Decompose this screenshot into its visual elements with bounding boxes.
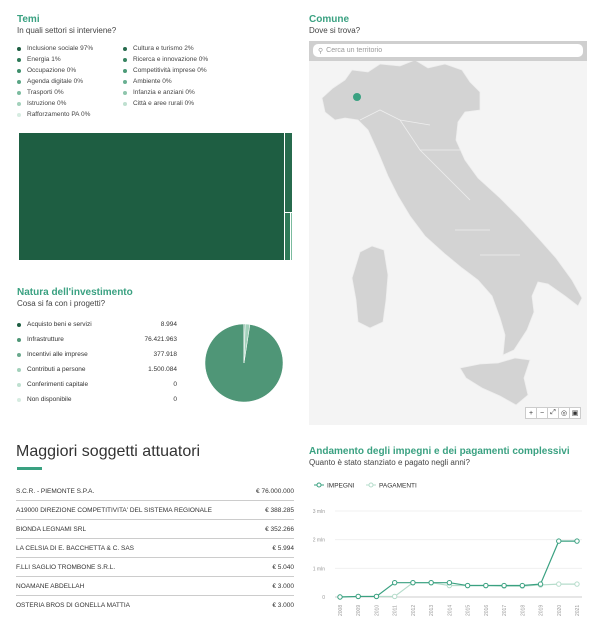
data-point[interactable] xyxy=(447,580,451,584)
sardinia xyxy=(352,246,388,328)
data-point[interactable] xyxy=(502,583,506,587)
temi-legend-item[interactable]: Occupazione 0% xyxy=(17,65,93,76)
natura-row[interactable]: Incentivi alle imprese 377.918 xyxy=(17,347,177,362)
legend-pagamenti[interactable] xyxy=(366,483,417,490)
data-point[interactable] xyxy=(484,583,488,587)
natura-title: Natura dell'investimento xyxy=(17,287,133,298)
map-controls xyxy=(526,407,581,419)
legend-dot-icon xyxy=(17,398,21,402)
temi-legend-item[interactable]: Rafforzamento PA 0% xyxy=(17,109,93,120)
natura-row[interactable]: Non disponibile 0 xyxy=(17,392,177,407)
natura-row[interactable]: Infrastrutture 76.421.963 xyxy=(17,332,177,347)
temi-legend-item[interactable]: Agenda digitale 0% xyxy=(17,76,93,87)
temi-subtitle: In quali settori si interviene? xyxy=(17,26,117,35)
y-tick-label: 0 xyxy=(322,595,325,601)
legend-dot-icon xyxy=(123,47,127,51)
legend-dot-icon xyxy=(17,338,21,342)
legend-impegni[interactable] xyxy=(314,483,355,490)
legend-dot-icon xyxy=(17,47,21,51)
x-tick-label: 2011 xyxy=(392,605,399,616)
x-tick-label: 2013 xyxy=(429,604,436,616)
data-point[interactable] xyxy=(520,583,524,587)
natura-list xyxy=(17,317,177,407)
temi-treemap xyxy=(19,133,292,260)
x-tick-label: 2019 xyxy=(538,604,545,616)
treemap-cultura-turismo[interactable] xyxy=(284,133,292,212)
series-line-impegni xyxy=(340,541,577,597)
legend-dot-icon xyxy=(123,80,127,84)
zoom-out-button[interactable]: − xyxy=(536,407,548,419)
soggetto-row[interactable]: NOAMANE ABDELLAH € 3.000 xyxy=(16,577,294,596)
treemap-other[interactable] xyxy=(290,213,293,260)
x-tick-label: 2021 xyxy=(575,604,581,616)
temi-title: Temi xyxy=(17,14,40,25)
legend-dot-icon xyxy=(123,91,127,95)
x-tick-label: 2020 xyxy=(556,604,563,616)
sicily xyxy=(460,358,530,405)
temi-legend-item[interactable]: Ricerca e innovazione 0% xyxy=(123,54,208,65)
temi-legend-item[interactable]: Energia 1% xyxy=(17,54,93,65)
data-point[interactable] xyxy=(557,582,561,586)
legend-dot-icon xyxy=(17,58,21,62)
x-tick-label: 2014 xyxy=(447,604,454,616)
legend-dot-icon xyxy=(123,58,127,62)
legend-dot-icon xyxy=(17,91,21,95)
temi-legend-item[interactable]: Trasporti 0% xyxy=(17,87,93,98)
x-tick-label: 2017 xyxy=(502,604,509,616)
camera-icon[interactable]: ▣ xyxy=(569,407,581,419)
data-point[interactable] xyxy=(465,583,469,587)
natura-subtitle: Cosa si fa con i progetti? xyxy=(17,299,106,308)
treemap-inclusione-sociale[interactable] xyxy=(19,133,284,260)
data-point[interactable] xyxy=(356,594,360,598)
data-point[interactable] xyxy=(338,595,342,599)
territory-search-input[interactable]: ⚲ Cerca un territorio xyxy=(313,44,583,57)
map-container[interactable] xyxy=(309,41,587,425)
y-tick-label: 3 mln xyxy=(312,509,325,515)
natura-row[interactable]: Acquisto beni e servizi 8.994 xyxy=(17,317,177,332)
temi-legend-col1 xyxy=(17,43,93,120)
data-point[interactable] xyxy=(538,582,542,586)
data-point[interactable] xyxy=(392,594,396,598)
legend-dot-icon xyxy=(17,383,21,387)
temi-legend-item[interactable]: Ambiente 0% xyxy=(123,76,208,87)
legend-dot-icon xyxy=(17,323,21,327)
y-tick-label: 1 mln xyxy=(312,566,325,573)
search-icon: ⚲ xyxy=(318,47,324,55)
fullscreen-icon[interactable]: ⤢ xyxy=(547,407,559,419)
soggetti-table xyxy=(16,482,294,615)
legend-dot-icon xyxy=(17,368,21,372)
x-tick-label: 2016 xyxy=(483,604,490,616)
title-underline xyxy=(17,467,42,470)
soggetto-row[interactable]: OSTERIA BROS DI GONELLA MATTIA € 3.000 xyxy=(16,602,294,609)
x-tick-label: 2015 xyxy=(465,604,472,616)
data-point[interactable] xyxy=(557,539,561,543)
data-point[interactable] xyxy=(392,580,396,584)
legend-dot-icon xyxy=(17,80,21,84)
temi-legend-item[interactable]: Infanzia e anziani 0% xyxy=(123,87,208,98)
legend-marker-icon xyxy=(317,483,321,487)
legend-dot-icon xyxy=(123,102,127,106)
data-point[interactable] xyxy=(374,594,378,598)
legend-dot-icon xyxy=(17,69,21,73)
andamento-subtitle: Quanto è stato stanziato e pagato negli anni? xyxy=(309,458,471,467)
soggetto-row[interactable]: A19000 DIREZIONE COMPETITIVITA' DEL SISTEMA REGIONALE € 388.285 xyxy=(16,501,294,520)
italy-map[interactable] xyxy=(309,61,587,425)
data-point[interactable] xyxy=(429,580,433,584)
soggetto-row[interactable]: BIONDA LEGNAMI SRL € 352.266 xyxy=(16,520,294,539)
legend-label: IMPEGNI xyxy=(327,482,355,490)
temi-legend-item[interactable]: Inclusione sociale 97% xyxy=(17,43,93,54)
natura-row[interactable]: Conferimenti capitale 0 xyxy=(17,377,177,392)
temi-legend-item[interactable]: Competitività imprese 0% xyxy=(123,65,208,76)
y-tick-label: 2 mln xyxy=(312,537,325,544)
legend-dot-icon xyxy=(17,102,21,106)
data-point[interactable] xyxy=(411,580,415,584)
soggetto-row[interactable]: S.C.R. - PIEMONTE S.P.A. € 76.000.000 xyxy=(16,482,294,501)
x-tick-label: 2018 xyxy=(520,604,527,616)
comune-title: Comune xyxy=(309,14,349,25)
comune-subtitle: Dove si trova? xyxy=(309,26,361,35)
x-tick-label: 2008 xyxy=(338,604,344,616)
zoom-in-button[interactable]: + xyxy=(525,407,537,419)
andamento-title: Andamento degli impegni e dei pagamenti complessivi xyxy=(309,446,570,457)
andamento-line-chart xyxy=(300,475,605,637)
x-tick-label: 2012 xyxy=(410,604,417,616)
temi-legend-col2 xyxy=(123,43,208,109)
temi-legend-item[interactable]: Istruzione 0% xyxy=(17,98,93,109)
data-point[interactable] xyxy=(575,539,579,543)
x-tick-label: 2010 xyxy=(374,604,381,616)
legend-dot-icon xyxy=(123,69,127,73)
data-point[interactable] xyxy=(575,582,579,586)
natura-pie-chart xyxy=(204,323,284,403)
legend-marker-icon xyxy=(369,483,373,487)
soggetti-title: Maggiori soggetti attuatori xyxy=(16,443,201,460)
x-tick-label: 2009 xyxy=(356,604,363,616)
legend-dot-icon xyxy=(17,113,21,117)
locate-icon[interactable]: ◎ xyxy=(558,407,570,419)
natura-row[interactable]: Contributi a persone 1.500.084 xyxy=(17,362,177,377)
temi-legend-item[interactable]: Cultura e turismo 2% xyxy=(123,43,208,54)
soggetto-row[interactable]: F.LLI SAGLIO TROMBONE S.R.L. € 5.040 xyxy=(16,558,294,577)
legend-label: PAGAMENTI xyxy=(379,482,417,490)
temi-legend-item[interactable]: Città e aree rurali 0% xyxy=(123,98,208,109)
soggetto-row[interactable]: LA CELSIA DI E. BACCHETTA & C. SAS € 5.994 xyxy=(16,539,294,558)
legend-dot-icon xyxy=(17,353,21,357)
location-marker[interactable] xyxy=(353,93,361,101)
